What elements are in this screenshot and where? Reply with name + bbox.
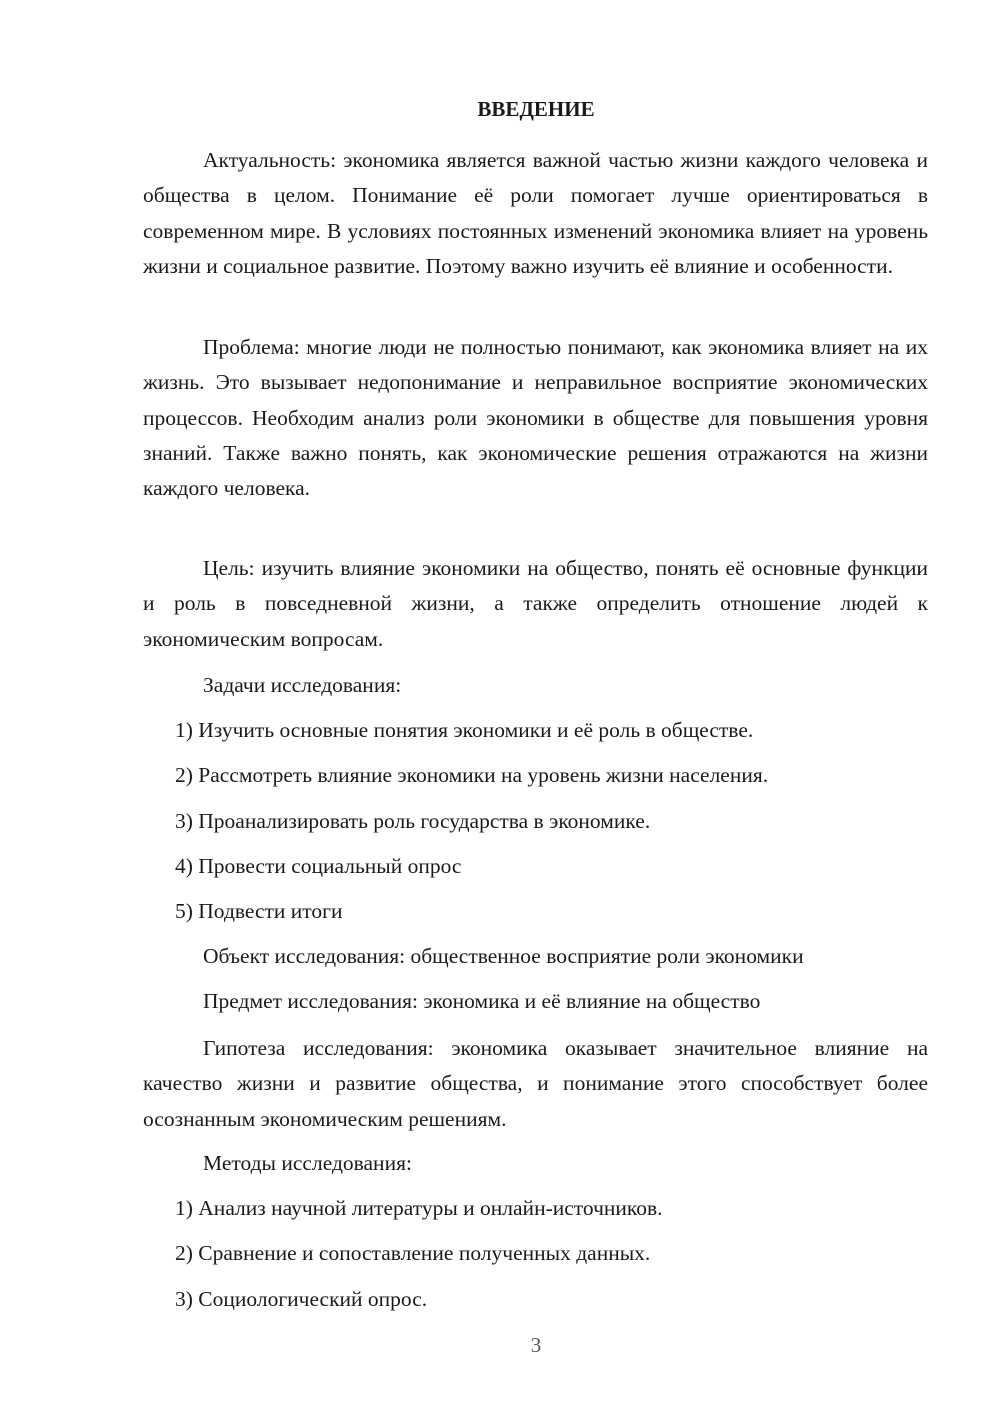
research-object: Объект исследования: общественное восприятие роли экономики (203, 944, 804, 968)
task-item: 5) Подвести итоги (175, 899, 343, 923)
method-item: 3) Социологический опрос. (175, 1287, 428, 1311)
tasks-heading: Задачи исследования: (203, 673, 402, 697)
method-item: 1) Анализ научной литературы и онлайн-источников. (175, 1196, 663, 1220)
page-title: ВВЕДЕНИЕ (477, 97, 595, 121)
task-item: 4) Провести социальный опрос (175, 854, 462, 878)
relevance-paragraph: Актуальность: экономика является важной частью жизни каждого человека и общества в целом. Понимание её роли помогает лучше ориентироваться в современном мире. В условиях постоянных изменений экономика влияет на уровень жизни и социальное развитие. Поэтому важно изучить её влияние и особенности. (143, 148, 928, 278)
problem-paragraph: Проблема: многие люди не полностью понимают, как экономика влияет на их жизнь. Это вызывает недопонимание и неправильное восприятие экономических процессов. Необходим анализ роли экономики в обществе для повышения уровня знаний. Также важно понять, как экономические решения отражаются на жизни каждого человека. (143, 335, 928, 501)
hypothesis-paragraph: Гипотеза исследования: экономика оказывает значительное влияние на качество жизни и развитие общества, и понимание этого способствует более осознанным экономическим решениям. (143, 1036, 928, 1131)
method-item: 2) Сравнение и сопоставление полученных данных. (175, 1241, 651, 1265)
page-number: 3 (530, 1333, 542, 1357)
task-item: 1) Изучить основные понятия экономики и её роль в обществе. (175, 718, 754, 742)
task-item: 2) Рассмотреть влияние экономики на уровень жизни населения. (175, 763, 769, 787)
task-item: 3) Проанализировать роль государства в экономике. (175, 809, 651, 833)
research-subject: Предмет исследования: экономика и её влияние на общество (203, 989, 761, 1013)
methods-heading: Методы исследования: (203, 1151, 412, 1175)
goal-paragraph: Цель: изучить влияние экономики на общество, понять её основные функции и роль в повседневной жизни, а также определить отношение людей к экономическим вопросам. (143, 556, 928, 651)
